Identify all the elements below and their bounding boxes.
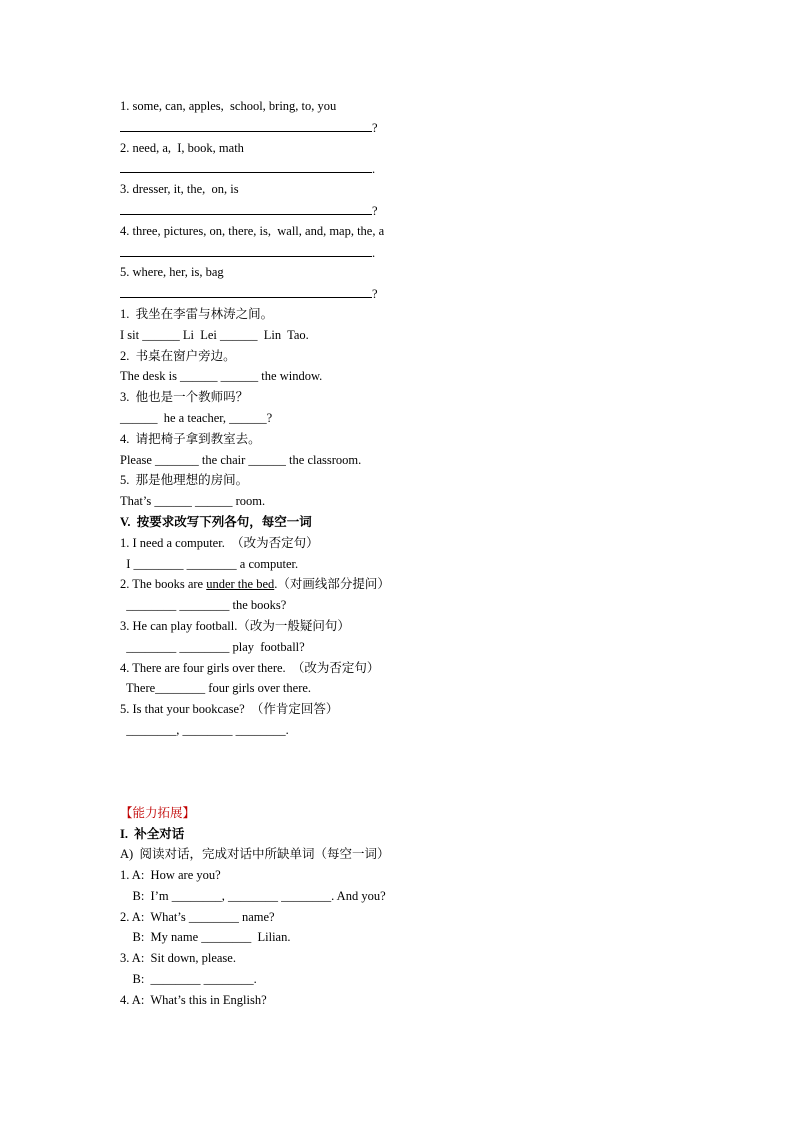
translation-section (120, 304, 680, 512)
chinese-sentence-4: 4. 请把椅子拿到教室去。 (120, 431, 261, 446)
transform-answer-5: ________, ________ ________. (120, 722, 289, 737)
dialogue-line: 2. A: What’s ________ name? (120, 909, 275, 924)
spacer (120, 741, 680, 803)
chinese-sentence-1: 1. 我坐在李雷与林涛之间。 (120, 306, 274, 321)
word-order-prompt-2: 2. need, a, I, book, math (120, 140, 244, 155)
english-fill-1: I sit ______ Li Lei ______ Lin Tao. (120, 327, 309, 342)
transform-question-5: 5. Is that your bookcase? （作肯定回答） (120, 702, 339, 717)
english-fill-2: The desk is ______ ______ the window. (120, 369, 323, 384)
word-order-prompt-4: 4. three, pictures, on, there, is, wall, and, map, the, a (120, 223, 385, 238)
dialogue-line: 4. A: What’s this in English? (120, 992, 267, 1007)
answer-blank[interactable] (120, 158, 372, 173)
dialogue-line: B: My name ________ Lilian. (120, 930, 291, 945)
dialogue-line: 1. A: How are you? (120, 868, 221, 883)
transform-answer-3: ________ ________ play football? (120, 639, 305, 654)
transform-answer-2: ________ ________ the books? (120, 598, 287, 613)
dialogue-line: B: ________ ________. (120, 972, 257, 987)
transform-question-1: 1. I need a computer. （改为否定句） (120, 535, 319, 550)
worksheet (120, 96, 680, 1011)
underlined-phrase: under the bed (206, 577, 275, 592)
chinese-sentence-3: 3. 他也是一个教师吗？ (120, 390, 249, 405)
transform-question-3: 3. He can play football.（改为一般疑问句） (120, 618, 350, 633)
answer-blank[interactable] (120, 242, 372, 257)
answer-blank[interactable] (120, 283, 372, 298)
english-fill-5: That’s ______ ______ room. (120, 494, 266, 509)
word-order-section (120, 96, 680, 304)
dialogue-line: 3. A: Sit down, please. (120, 951, 236, 966)
word-order-prompt-5: 5. where, her, is, bag (120, 265, 224, 280)
transform-answer-4: There________ four girls over there. (120, 681, 312, 696)
transformation-section (120, 512, 680, 741)
transform-question-2: 2. The books are under the bed.（对画线部分提问） (120, 577, 390, 592)
english-fill-3: ______ he a teacher, ______? (120, 410, 273, 425)
english-fill-4: Please _______ the chair ______ the classroom. (120, 452, 362, 467)
answer-blank[interactable] (120, 200, 372, 215)
answer-line-4: . (120, 242, 680, 263)
extension-heading: 【能力拓展】 (120, 805, 196, 820)
word-order-prompt-3: 3. dresser, it, the, on, is (120, 182, 239, 197)
dialogue-instruction: A) 阅读对话，完成对话中所缺单词（每空一词） (120, 847, 390, 862)
chinese-sentence-5: 5. 那是他理想的房间。 (120, 473, 249, 488)
transform-answer-1: I ________ ________ a computer. (120, 556, 299, 571)
word-order-prompt-1: 1. some, can, apples, school, bring, to, you (120, 99, 337, 113)
chinese-sentence-2: 2. 书桌在窗户旁边。 (120, 348, 236, 363)
section-v-heading: V. 按要求改写下列各句，每空一词 (120, 514, 312, 529)
answer-line-1: ? (120, 117, 680, 138)
dialogue-section-heading: I. 补全对话 (120, 826, 185, 841)
answer-blank[interactable] (120, 117, 372, 132)
answer-line-3: ? (120, 200, 680, 221)
answer-line-2: . (120, 158, 680, 179)
dialogue-line: B: I’m ________, ________ ________. And you? (120, 888, 386, 903)
transform-question-4: 4. There are four girls over there. （改为否定句） (120, 660, 380, 675)
extension-section (120, 803, 680, 1011)
answer-line-5: ? (120, 283, 680, 304)
